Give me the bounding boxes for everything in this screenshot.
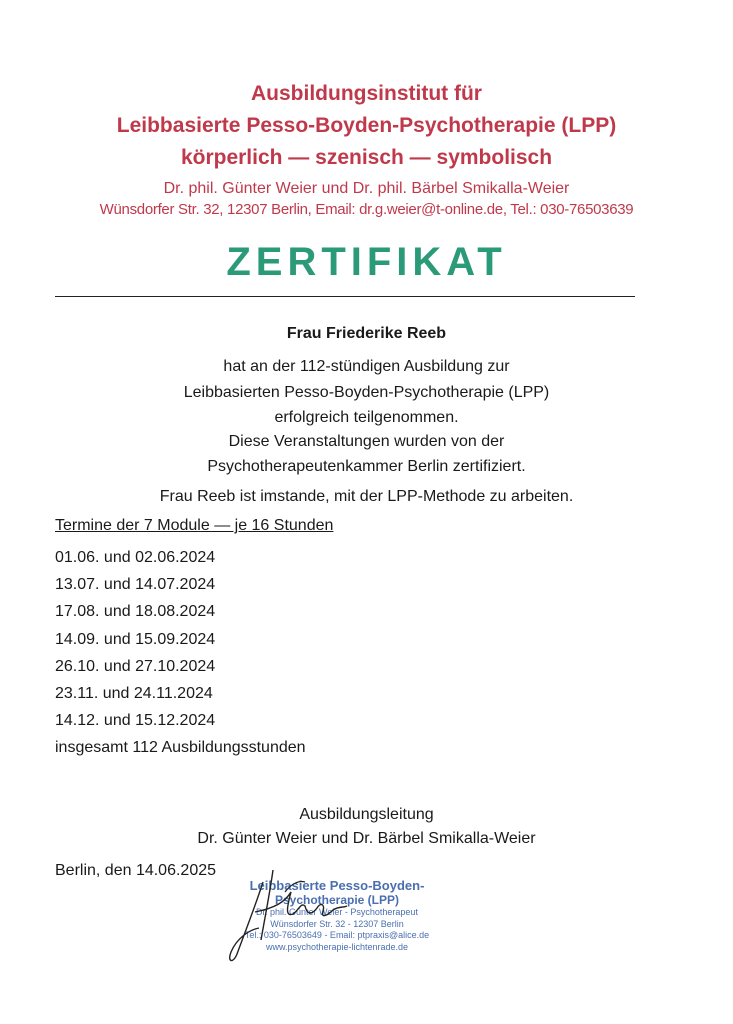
body-line: erfolgreich teilgenommen. [274,409,459,426]
stamp-line: Leibbasierte Pesso-Boyden- [249,878,425,893]
module-date: 14.12. und 15.12.2024 [55,712,216,730]
module-date: 01.06. und 02.06.2024 [55,549,216,566]
body-line: hat an der 112-stündigen Ausbildung zur [223,358,510,375]
total-hours: insgesamt 112 Ausbildungsstunden [55,739,306,756]
institute-specialty: Leibbasierte Pesso-Boyden-Psychotherapie (LPP) [116,114,617,137]
place-date: Berlin, den 14.06.2025 [55,862,217,879]
stamp-line: Tel.: 030-76503649 - Email: ptpraxis@alice.de [244,930,430,940]
institute-directors: Dr. phil. Günter Weier und Dr. phil. Bärbel Smikalla-Weier [163,180,570,197]
module-date: 14.09. und 15.09.2024 [55,630,216,648]
title-divider [55,296,635,297]
stamp-line: Dr. phil. Günter Weier - Psychotherapeut [256,907,418,917]
leadership-names: Dr. Günter Weier und Dr. Bärbel Smikalla-Weier [197,830,536,847]
stamp-line: Psychotherapie (LPP) [274,893,400,907]
ability-statement: Frau Reeb ist imstande, mit der LPP-Methode zu arbeiten. [159,488,574,505]
module-date: 13.07. und 14.07.2024 [55,576,216,594]
recipient-name: Frau Friederike Reeb [286,325,447,342]
stamp-line: www.psychotherapie-lichtenrade.de [265,941,409,952]
institute-address: Wünsdorfer Str. 32, 12307 Berlin, Email: dr.g.weier@t-online.de, Tel.: 030-76503639 [99,201,634,218]
body-line: Leibbasierten Pesso-Boyden-Psychotherapie (LPP) [183,384,550,401]
module-date: 17.08. und 18.08.2024 [55,603,216,621]
institute-name: Ausbildungsinstitut für [251,82,482,105]
module-date: 23.11. und 24.11.2024 [55,684,213,702]
stamp-line: Wünsdorfer Str. 32 - 12307 Berlin [270,918,404,929]
body-line: Diese Veranstaltungen wurden von der [228,433,505,450]
handwritten-signature [215,862,375,972]
certificate-title: ZERTIFIKAT [226,240,507,284]
body-line: Psychotherapeutenkammer Berlin zertifiziert. [207,458,526,475]
module-dates-list [55,548,215,738]
modules-heading: Termine der 7 Module — je 16 Stunden [55,517,334,534]
institute-motto: körperlich — szenisch — symbolisch [180,146,553,169]
leadership-label: Ausbildungsleitung [299,806,434,823]
module-date: 26.10. und 27.10.2024 [55,657,216,675]
